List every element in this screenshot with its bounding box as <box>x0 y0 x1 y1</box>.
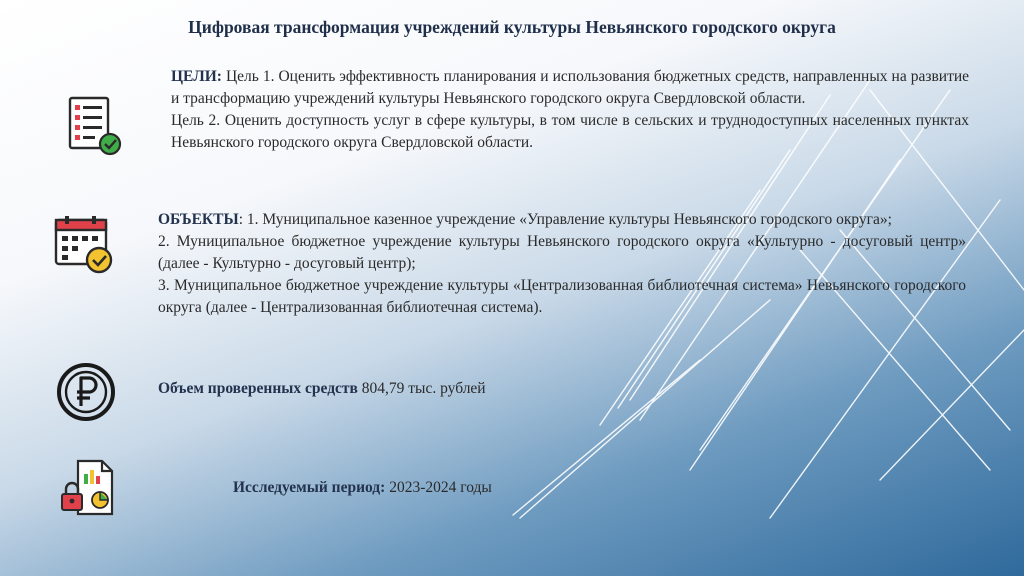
ruble-coin-icon <box>56 362 116 422</box>
report-lock-icon <box>58 458 118 518</box>
goal-1: Цель 1. Оценить эффективность планирования и использования бюджетных средств, направленных на развитие и трансформацию учреждений культуры Невьянского городского округа Свердловской области. <box>171 68 970 107</box>
calendar-check-icon <box>52 214 116 276</box>
object-2: 2. Муниципальное бюджетное учреждение культуры Невьянского городского округа «Культурно - досуговый центр» (далее - Культурно - досуговый центр); <box>158 233 966 272</box>
goal-2: Цель 2. Оценить доступность услуг в сфере культуры, в том числе в сельских и труднодоступных населенных пунктах Невьянского городского округа Свердловской области. <box>171 112 969 151</box>
object-3: 3. Муниципальное бюджетное учреждение культуры «Централизованная библиотечная система» Невьянского городского округа (далее - Централизованная библиотечная система). <box>158 277 966 316</box>
funds-label: Объем проверенных средств <box>158 380 358 397</box>
funds-value: 804,79 тыс. рублей <box>357 380 486 397</box>
goals-section <box>171 66 969 154</box>
goals-label: ЦЕЛИ: <box>171 68 222 85</box>
funds-section <box>158 378 858 400</box>
period-value: 2023-2024 годы <box>385 479 492 496</box>
objects-section <box>158 209 966 319</box>
checklist-icon <box>66 96 124 158</box>
object-1: : 1. Муниципальное казенное учреждение «Управление культуры Невьянского городского округа»; <box>238 211 892 228</box>
period-section <box>233 477 833 499</box>
page-title: Цифровая трансформация учреждений культуры Невьянского городского округа <box>188 17 836 37</box>
period-label: Исследуемый период: <box>233 479 386 496</box>
objects-label: ОБЪЕКТЫ <box>158 211 239 228</box>
